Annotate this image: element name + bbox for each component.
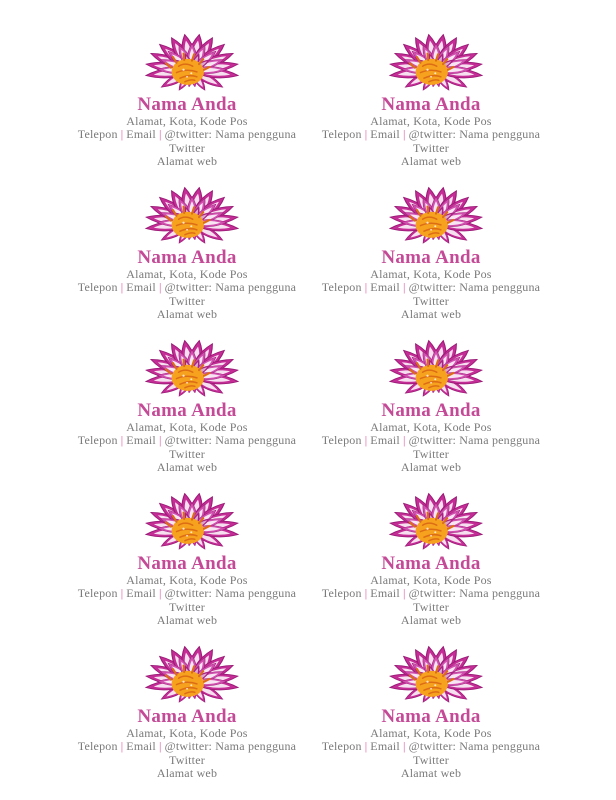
card-email-field: Email (370, 433, 400, 448)
card-email-field: Email (126, 433, 156, 448)
flower-container (65, 31, 309, 93)
card-twitter-field[interactable]: Twitter (169, 752, 205, 767)
card-phone-field: Telepon (77, 433, 118, 448)
separator: | (120, 433, 124, 448)
card-twitter-field[interactable]: Twitter (413, 752, 449, 767)
card-website-field[interactable]: Alamat web (156, 766, 218, 781)
card-twitter-handle-field: @twitter: Nama pengguna (164, 586, 297, 601)
lotus-flower-icon (140, 337, 244, 399)
card-contact-line[interactable] (309, 434, 553, 447)
lotus-flower-icon (384, 490, 488, 552)
card-twitter-handle-field: @twitter: Nama pengguna (408, 280, 541, 295)
flower-container (65, 184, 309, 246)
card-address-field[interactable]: Alamat, Kota, Kode Pos (126, 267, 248, 281)
card-twitter-field[interactable]: Twitter (413, 293, 449, 308)
card-phone-field: Telepon (77, 739, 118, 754)
lotus-flower-icon (384, 643, 488, 705)
separator: | (158, 433, 162, 448)
card-phone-field: Telepon (77, 280, 118, 295)
card-website-field[interactable]: Alamat web (400, 460, 462, 475)
card-address-field[interactable]: Alamat, Kota, Kode Pos (126, 420, 248, 434)
card-name-field[interactable]: Nama Anda (381, 247, 481, 268)
card-website-field[interactable]: Alamat web (156, 154, 218, 169)
separator: | (364, 127, 368, 142)
card-twitter-field[interactable]: Twitter (169, 446, 205, 461)
flower-container (309, 643, 553, 705)
business-card (65, 337, 309, 490)
card-name-field[interactable]: Nama Anda (381, 400, 481, 421)
card-name-field[interactable]: Nama Anda (137, 94, 237, 115)
card-twitter-field[interactable]: Twitter (169, 293, 205, 308)
card-contact-line[interactable] (309, 740, 553, 753)
separator: | (364, 586, 368, 601)
card-contact-line[interactable] (65, 740, 309, 753)
business-card (65, 31, 309, 184)
card-website-field[interactable]: Alamat web (400, 766, 462, 781)
card-phone-field: Telepon (321, 586, 362, 601)
card-phone-field: Telepon (321, 739, 362, 754)
card-name-field[interactable]: Nama Anda (381, 706, 481, 727)
card-email-field: Email (370, 127, 400, 142)
card-website-field[interactable]: Alamat web (400, 307, 462, 322)
card-phone-field: Telepon (77, 586, 118, 601)
card-contact-line[interactable] (65, 281, 309, 294)
card-name-field[interactable]: Nama Anda (381, 94, 481, 115)
card-phone-field: Telepon (321, 280, 362, 295)
lotus-flower-icon (140, 490, 244, 552)
card-name-field[interactable]: Nama Anda (137, 400, 237, 421)
card-email-field: Email (126, 739, 156, 754)
card-twitter-field[interactable]: Twitter (413, 446, 449, 461)
card-twitter-field[interactable]: Twitter (169, 140, 205, 155)
card-address-field[interactable]: Alamat, Kota, Kode Pos (126, 114, 248, 128)
card-phone-field: Telepon (321, 433, 362, 448)
separator: | (120, 739, 124, 754)
card-name-field[interactable]: Nama Anda (137, 706, 237, 727)
card-twitter-handle-field: @twitter: Nama pengguna (164, 739, 297, 754)
separator: | (120, 280, 124, 295)
card-address-field[interactable]: Alamat, Kota, Kode Pos (370, 573, 492, 587)
card-address-field[interactable]: Alamat, Kota, Kode Pos (126, 573, 248, 587)
card-email-field: Email (126, 586, 156, 601)
card-name-field[interactable]: Nama Anda (137, 553, 237, 574)
card-website-field[interactable]: Alamat web (400, 154, 462, 169)
card-email-field: Email (370, 739, 400, 754)
card-twitter-handle-field: @twitter: Nama pengguna (164, 433, 297, 448)
card-twitter-handle-field: @twitter: Nama pengguna (408, 586, 541, 601)
lotus-flower-icon (384, 31, 488, 93)
business-card (309, 643, 553, 796)
card-twitter-handle-field: @twitter: Nama pengguna (164, 127, 297, 142)
separator: | (402, 739, 406, 754)
lotus-flower-icon (140, 184, 244, 246)
lotus-flower-icon (384, 184, 488, 246)
separator: | (120, 127, 124, 142)
business-card (65, 490, 309, 643)
card-twitter-handle-field: @twitter: Nama pengguna (408, 433, 541, 448)
separator: | (158, 280, 162, 295)
card-website-field[interactable]: Alamat web (156, 613, 218, 628)
card-contact-line[interactable] (65, 434, 309, 447)
card-contact-line[interactable] (65, 128, 309, 141)
card-twitter-handle-field: @twitter: Nama pengguna (408, 739, 541, 754)
card-email-field: Email (126, 280, 156, 295)
separator: | (402, 433, 406, 448)
card-name-field[interactable]: Nama Anda (381, 553, 481, 574)
business-card (309, 490, 553, 643)
card-contact-line[interactable] (309, 128, 553, 141)
card-website-field[interactable]: Alamat web (400, 613, 462, 628)
card-name-field[interactable]: Nama Anda (137, 247, 237, 268)
card-address-field[interactable]: Alamat, Kota, Kode Pos (370, 114, 492, 128)
card-address-field[interactable]: Alamat, Kota, Kode Pos (126, 726, 248, 740)
separator: | (120, 586, 124, 601)
card-address-field[interactable]: Alamat, Kota, Kode Pos (370, 420, 492, 434)
flower-container (65, 490, 309, 552)
flower-container (309, 337, 553, 399)
card-website-field[interactable]: Alamat web (156, 307, 218, 322)
card-twitter-handle-field: @twitter: Nama pengguna (164, 280, 297, 295)
card-address-field[interactable]: Alamat, Kota, Kode Pos (370, 726, 492, 740)
card-email-field: Email (370, 586, 400, 601)
card-email-field: Email (370, 280, 400, 295)
card-email-field: Email (126, 127, 156, 142)
flower-container (65, 643, 309, 705)
business-card (309, 184, 553, 337)
card-contact-line[interactable] (309, 587, 553, 600)
separator: | (158, 586, 162, 601)
card-twitter-field[interactable]: Twitter (413, 599, 449, 614)
business-card (65, 184, 309, 337)
separator: | (364, 280, 368, 295)
flower-container (309, 184, 553, 246)
separator: | (402, 127, 406, 142)
card-twitter-field[interactable]: Twitter (169, 599, 205, 614)
business-card (309, 31, 553, 184)
card-contact-line[interactable] (65, 587, 309, 600)
card-twitter-field[interactable]: Twitter (413, 140, 449, 155)
lotus-flower-icon (384, 337, 488, 399)
lotus-flower-icon (140, 31, 244, 93)
flower-container (65, 337, 309, 399)
separator: | (402, 586, 406, 601)
lotus-flower-icon (140, 643, 244, 705)
card-website-field[interactable]: Alamat web (156, 460, 218, 475)
business-card-sheet (65, 31, 553, 796)
card-phone-field: Telepon (77, 127, 118, 142)
separator: | (158, 127, 162, 142)
separator: | (402, 280, 406, 295)
flower-container (309, 31, 553, 93)
business-card (65, 643, 309, 796)
business-card (309, 337, 553, 490)
separator: | (364, 433, 368, 448)
card-contact-line[interactable] (309, 281, 553, 294)
card-twitter-handle-field: @twitter: Nama pengguna (408, 127, 541, 142)
card-address-field[interactable]: Alamat, Kota, Kode Pos (370, 267, 492, 281)
card-phone-field: Telepon (321, 127, 362, 142)
flower-container (309, 490, 553, 552)
separator: | (364, 739, 368, 754)
separator: | (158, 739, 162, 754)
